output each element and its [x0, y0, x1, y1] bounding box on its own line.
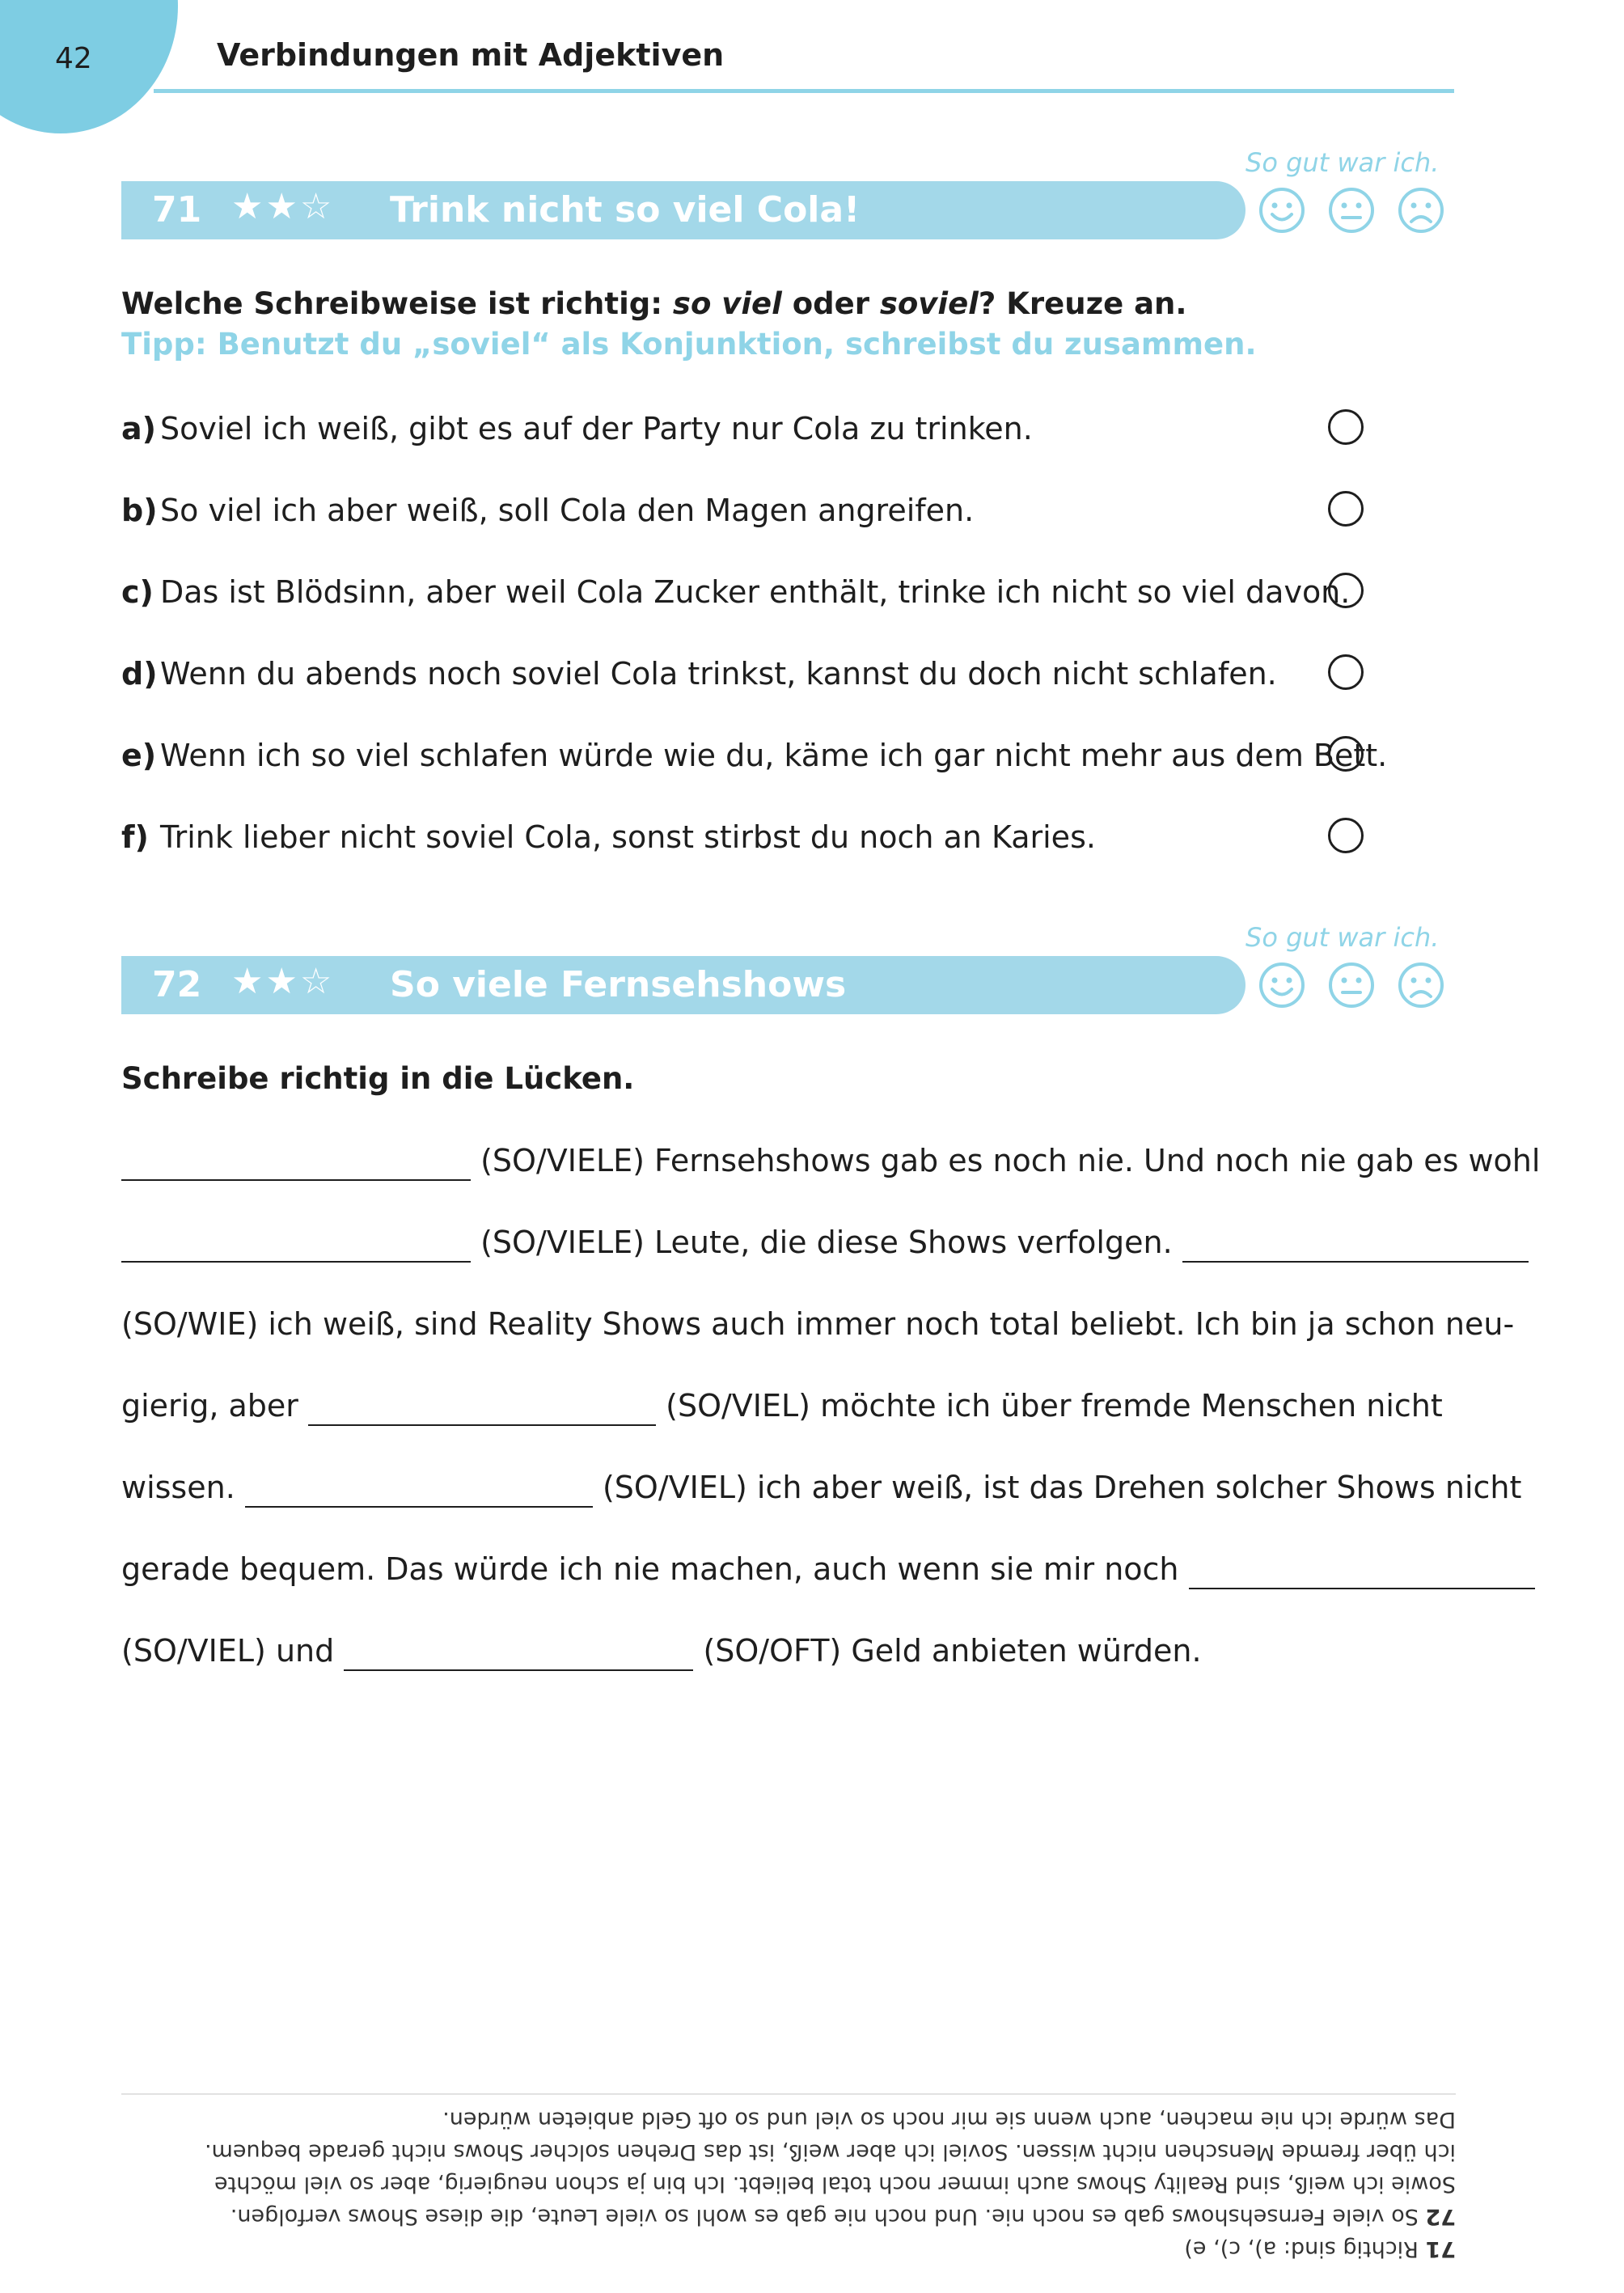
self-rating-71 [1258, 186, 1445, 235]
gap-input[interactable] [245, 1469, 593, 1508]
chapter-title: Verbindungen mit Adjektiven [217, 37, 725, 73]
gap-text-line-6: gerade bequem. Das würde ich nie machen, auch wenn sie mir noch [121, 1549, 1535, 1589]
self-rating-72 [1258, 961, 1445, 1009]
gap-input[interactable] [1182, 1224, 1529, 1263]
item-text: Trink lieber nicht soviel Cola, sonst stirbst du noch an Karies. [160, 819, 1096, 855]
task-header-72 [121, 956, 1245, 1014]
gap-text-line-5: wissen. (SO/VIEL) ich aber weiß, ist das Drehen solcher Shows nicht [121, 1467, 1521, 1508]
item-letter: e) [121, 738, 157, 773]
happy-face-icon[interactable] [1258, 961, 1306, 1009]
sad-face-icon[interactable] [1397, 961, 1445, 1009]
task-number: 71 [152, 189, 202, 231]
task-number: 72 [152, 964, 202, 1005]
gap-text-line-3: (SO/WIE) ich weiß, sind Reality Shows auch immer noch total beliebt. Ich bin ja schon neu- [121, 1306, 1515, 1342]
task-instruction-71: Welche Schreibweise ist richtig: so viel oder soviel? Kreuze an. [121, 286, 1187, 321]
header-divider [154, 89, 1454, 93]
list-item [121, 731, 1456, 780]
item-text: Soviel ich weiß, gibt es auf der Party nur Cola zu trinken. [160, 411, 1033, 446]
rating-caption-72: So gut war ich. [1245, 922, 1440, 953]
happy-face-icon[interactable] [1258, 186, 1306, 235]
answer-checkbox[interactable] [1328, 491, 1364, 527]
answer-checkbox[interactable] [1328, 736, 1364, 772]
rating-caption-71: So gut war ich. [1245, 147, 1440, 178]
item-letter: d) [121, 656, 158, 692]
item-text: Wenn ich so viel schlafen würde wie du, käme ich gar nicht mehr aus dem Bett. [160, 738, 1388, 773]
gap-text-line-7: (SO/VIEL) und (SO/OFT) Geld anbieten würden. [121, 1631, 1202, 1671]
gap-text-line-4: gierig, aber (SO/VIEL) möchte ich über fremde Menschen nicht [121, 1386, 1443, 1426]
list-item [121, 813, 1456, 861]
gap-input[interactable] [121, 1224, 471, 1263]
list-item [121, 649, 1456, 698]
neutral-face-icon[interactable] [1327, 961, 1376, 1009]
task-title: So viele Fernsehshows [390, 964, 847, 1005]
item-letter: f) [121, 819, 149, 855]
gap-input[interactable] [308, 1387, 656, 1426]
answer-checkbox[interactable] [1328, 818, 1364, 853]
page-number: 42 [55, 42, 92, 75]
task-instruction-72: Schreibe richtig in die Lücken. [121, 1061, 635, 1096]
task-header-71 [121, 181, 1245, 239]
task-tip-71: Tipp: Benutzt du „soviel“ als Konjunktion, schreibst du zusammen. [121, 327, 1257, 362]
difficulty-stars: ★★☆ [231, 961, 335, 1002]
answer-checkbox[interactable] [1328, 573, 1364, 608]
answer-key [121, 2103, 1456, 2265]
item-letter: c) [121, 574, 154, 610]
sad-face-icon[interactable] [1397, 186, 1445, 235]
answer-72-line: Das würde ich nie machen, auch wenn sie mir noch so viel und so oft Geld anbieten würden. [442, 2107, 1456, 2132]
gap-text-line-1: (SO/VIELE) Fernsehshows gab es noch nie. Und noch nie gab es wohl [121, 1140, 1540, 1181]
item-text: Das ist Blödsinn, aber weil Cola Zucker enthält, trinke ich nicht so viel davon. [160, 574, 1351, 610]
list-item [121, 568, 1456, 616]
item-text: So viel ich aber weiß, soll Cola den Magen angreifen. [160, 493, 975, 528]
answer-72: 72 So viele Fernsehshows gab es noch nie. Und noch nie gab es wohl so viele Leute, die diese Shows verfolgen. [230, 2204, 1456, 2229]
answer-72-line: Sowie ich weiß, sind Reality Shows auch immer noch total beliebt. Ich bin ja schon neugierig, aber so viel möchte [214, 2172, 1456, 2197]
answer-key-divider [121, 2093, 1456, 2095]
answer-checkbox[interactable] [1328, 654, 1364, 690]
task-title: Trink nicht so viel Cola! [390, 189, 861, 231]
answer-72-line: ich über fremde Menschen nicht wissen. Soviel ich aber weiß, ist das Drehen solcher Shows nicht gerade bequem. [205, 2139, 1456, 2164]
item-letter: a) [121, 411, 157, 446]
gap-text-line-2: (SO/VIELE) Leute, die diese Shows verfolgen. [121, 1222, 1529, 1263]
list-item [121, 404, 1456, 453]
item-text: Wenn du abends noch soviel Cola trinkst, kannst du doch nicht schlafen. [160, 656, 1277, 692]
gap-input[interactable] [1189, 1551, 1535, 1589]
answer-checkbox[interactable] [1328, 409, 1364, 445]
list-item [121, 486, 1456, 535]
item-letter: b) [121, 493, 158, 528]
gap-input[interactable] [344, 1632, 693, 1671]
answer-71: 71 Richtig sind: a), c), e) [1184, 2236, 1456, 2261]
gap-input[interactable] [121, 1142, 471, 1181]
neutral-face-icon[interactable] [1327, 186, 1376, 235]
difficulty-stars: ★★☆ [231, 186, 335, 227]
